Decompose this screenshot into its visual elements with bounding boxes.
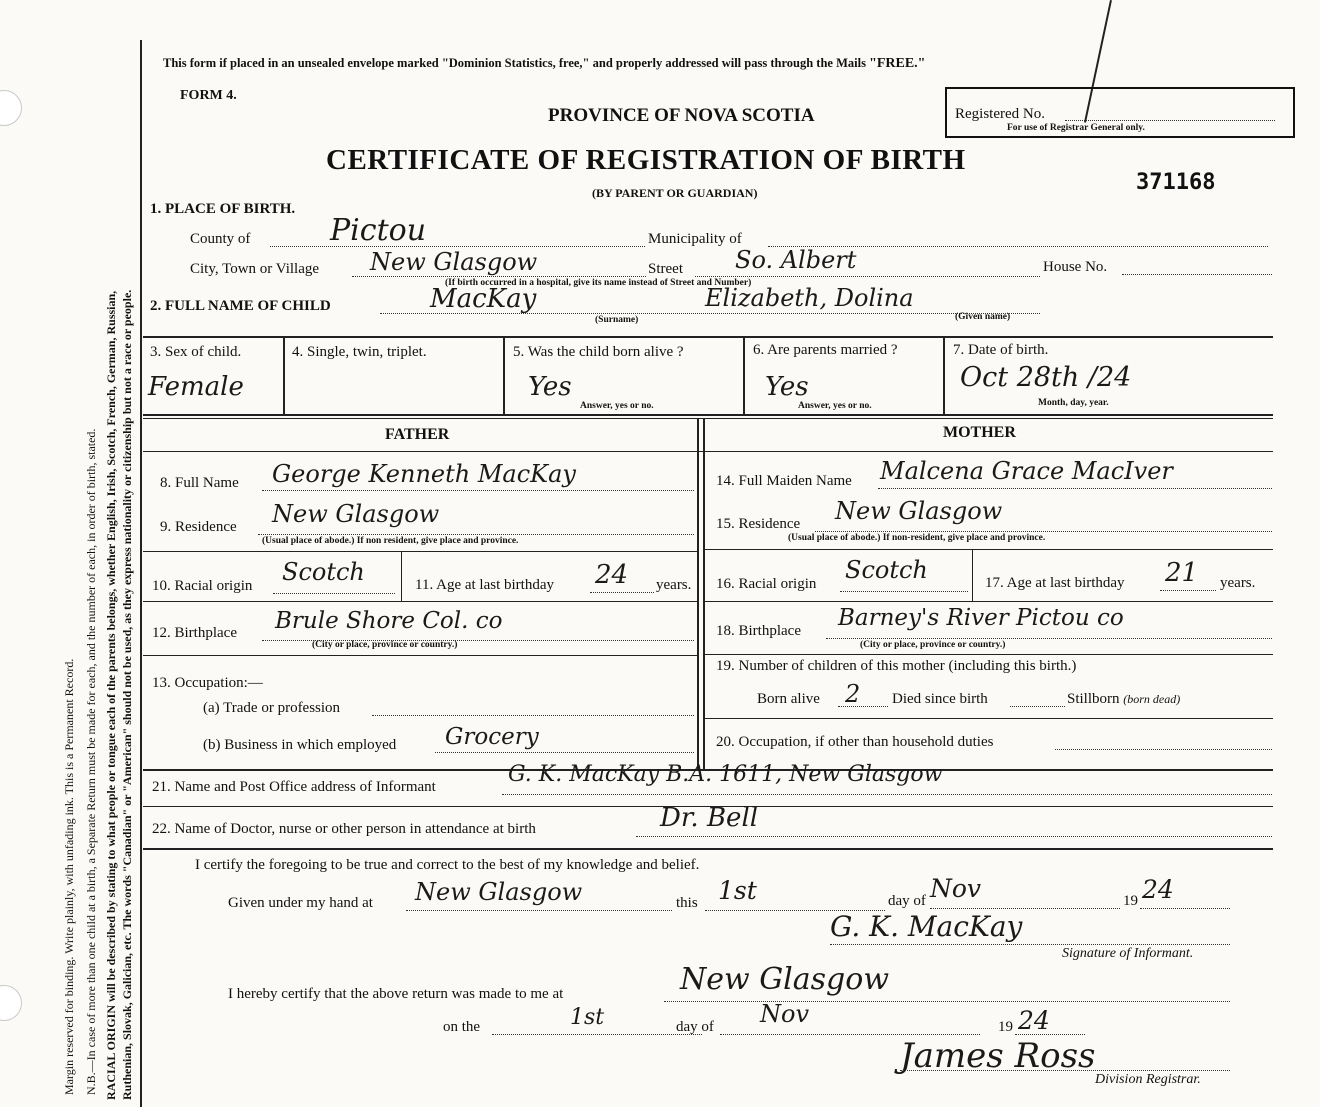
mother-racial-label: 16. Racial origin bbox=[716, 576, 817, 592]
registration-number: 371168 bbox=[1136, 170, 1216, 195]
father-age-value: 24 bbox=[595, 560, 629, 590]
father-birthplace-label: 12. Birthplace bbox=[152, 625, 237, 641]
father-residence-value: New Glasgow bbox=[272, 500, 440, 528]
single-twin-label: 4. Single, twin, triplet. bbox=[292, 344, 427, 360]
given-caption: (Given name) bbox=[955, 312, 1011, 322]
mother-occupation-label: 20. Occupation, if other than household duties bbox=[716, 734, 994, 750]
sex-label: 3. Sex of child. bbox=[150, 344, 242, 360]
registered-box bbox=[945, 87, 1295, 138]
father-abode-caption: (Usual place of abode.) If non resident, give place and province. bbox=[262, 536, 519, 546]
born-alive-caption: Answer, yes or no. bbox=[580, 401, 654, 411]
place-of-birth-label: 1. PLACE OF BIRTH. bbox=[150, 201, 296, 217]
date-of-birth-value: Oct 28th /24 bbox=[960, 362, 1132, 393]
return-place-value: New Glasgow bbox=[680, 962, 890, 997]
free-label: "FREE." bbox=[869, 56, 926, 71]
mother-abode-caption: (Usual place of abode.) If non-resident, give place and province. bbox=[788, 533, 1046, 543]
mother-name-label: 14. Full Maiden Name bbox=[716, 473, 852, 489]
child-surname-value: MacKay bbox=[430, 284, 537, 314]
born-alive-value: Yes bbox=[528, 372, 572, 402]
hospital-note: (If birth occurred in a hospital, give its name instead of Street and Number) bbox=[445, 278, 752, 288]
sex-value: Female bbox=[148, 372, 244, 402]
form-number: FORM 4. bbox=[180, 88, 237, 103]
given-under-label: Given under my hand at bbox=[228, 895, 373, 911]
mother-age-label: 17. Age at last birthday bbox=[985, 575, 1125, 591]
business-label: (b) Business in which employed bbox=[203, 737, 397, 753]
on-the-label: on the bbox=[443, 1019, 481, 1035]
trade-label: (a) Trade or profession bbox=[203, 700, 341, 716]
province-heading: PROVINCE OF NOVA SCOTIA bbox=[548, 105, 815, 126]
informant-signature-caption: Signature of Informant. bbox=[1062, 946, 1194, 961]
registrar-caption: Division Registrar. bbox=[1095, 1072, 1201, 1087]
mother-heading: MOTHER bbox=[943, 424, 1016, 441]
mother-birthplace-value: Barney's River Pictou co bbox=[838, 605, 1124, 631]
date-of-birth-caption: Month, day, year. bbox=[1038, 398, 1109, 408]
return-day-of-label: day of bbox=[676, 1019, 714, 1035]
surname-caption: (Surname) bbox=[595, 315, 639, 325]
doctor-label: 22. Name of Doctor, nurse or other person in attendance at birth bbox=[152, 821, 536, 837]
given-day-value: 1st bbox=[718, 876, 757, 905]
registered-label: Registered No. bbox=[955, 106, 1045, 122]
doctor-value: Dr. Bell bbox=[660, 803, 759, 833]
father-birthplace-value: Brule Shore Col. co bbox=[275, 608, 503, 634]
street-label: Street bbox=[648, 261, 683, 277]
return-year-value: 24 bbox=[1018, 1006, 1050, 1035]
father-name-label: 8. Full Name bbox=[160, 475, 239, 491]
day-of-label: day of bbox=[888, 893, 926, 909]
born-alive-label: 5. Was the child born alive ? bbox=[513, 344, 684, 360]
stillborn-label: Stillborn (born dead) bbox=[1067, 691, 1181, 707]
died-since-birth-label: Died since birth bbox=[892, 691, 988, 707]
father-years-label: years. bbox=[656, 577, 692, 593]
parents-married-label: 6. Are parents married ? bbox=[753, 342, 898, 358]
margin-note-racial-origin: RACIAL ORIGIN will be described by stating to what people or tongue each of the parents belongs, whether English, Irish, Scotch, French, German, Russian, bbox=[104, 290, 118, 1100]
county-value: Pictou bbox=[330, 213, 427, 248]
return-month-value: Nov bbox=[760, 1000, 810, 1028]
year-prefix: 19 bbox=[1123, 893, 1138, 909]
father-name-value: George Kenneth MacKay bbox=[272, 460, 576, 488]
given-place-value: New Glasgow bbox=[415, 878, 583, 906]
business-value: Grocery bbox=[445, 724, 539, 750]
informant-signature: G. K. MacKay bbox=[830, 910, 1023, 943]
given-year-value: 24 bbox=[1142, 875, 1174, 904]
city-value: New Glasgow bbox=[370, 248, 538, 276]
born-alive-count-label: Born alive bbox=[757, 691, 820, 707]
informant-label: 21. Name and Post Office address of Informant bbox=[152, 779, 436, 795]
house-no-label: House No. bbox=[1043, 259, 1108, 275]
mother-residence-value: New Glasgow bbox=[835, 497, 1003, 525]
street-value: So. Albert bbox=[735, 246, 857, 274]
margin-note-racial-origin-2: Ruthenian, Slovak, Galician, etc. The words "Canadian" or "American" should not be used, as they express nationality or citizenship but not a race or people. bbox=[120, 289, 134, 1100]
born-alive-count-value: 2 bbox=[845, 680, 861, 708]
this-label: this bbox=[676, 895, 698, 911]
given-month-value: Nov bbox=[930, 874, 982, 903]
margin-note-binding: Margin reserved for binding. Write plainly, with unfading ink. This is a Permanent Record. bbox=[62, 658, 76, 1095]
father-racial-value: Scotch bbox=[282, 558, 365, 586]
father-age-label: 11. Age at last birthday bbox=[415, 577, 554, 593]
mother-residence-label: 15. Residence bbox=[716, 516, 801, 532]
certificate-subtitle: (BY PARENT OR GUARDIAN) bbox=[592, 186, 758, 200]
father-racial-label: 10. Racial origin bbox=[152, 578, 253, 594]
father-occupation-label: 13. Occupation:— bbox=[152, 675, 263, 691]
return-made-label: I hereby certify that the above return was made to me at bbox=[228, 986, 564, 1002]
mother-birthplace-label: 18. Birthplace bbox=[716, 623, 801, 639]
father-heading: FATHER bbox=[385, 426, 450, 443]
certificate-title: CERTIFICATE OF REGISTRATION OF BIRTH bbox=[326, 144, 966, 176]
return-day-value: 1st bbox=[570, 1005, 605, 1030]
mail-notice: This form if placed in an unsealed envelope marked "Dominion Statistics, free," and properly addressed will pass through the Mails "FREE." bbox=[163, 56, 926, 71]
binder-hole-top bbox=[0, 90, 22, 126]
municipality-label: Municipality of bbox=[648, 231, 742, 247]
children-count-label: 19. Number of children of this mother (including this birth.) bbox=[716, 658, 1077, 674]
margin-note-multiple-births: N.B.—In case of more than one child at a birth, a Separate Return must be made for each, and the number of each, in order of birth, stated. bbox=[84, 428, 98, 1095]
mother-birthplace-caption: (City or place, province or country.) bbox=[860, 640, 1006, 650]
informant-value: G. K. MacKay B.A. 1611, New Glasgow bbox=[508, 762, 943, 787]
binder-hole-bottom bbox=[0, 985, 22, 1021]
mother-racial-value: Scotch bbox=[845, 556, 928, 584]
date-of-birth-label: 7. Date of birth. bbox=[953, 342, 1049, 358]
parents-married-caption: Answer, yes or no. bbox=[798, 401, 872, 411]
child-given-value: Elizabeth, Dolina bbox=[705, 284, 914, 312]
form-left-border bbox=[140, 40, 142, 1107]
parents-married-value: Yes bbox=[765, 372, 809, 402]
mother-age-value: 21 bbox=[1165, 558, 1199, 588]
mother-name-value: Malcena Grace MacIver bbox=[880, 457, 1173, 485]
city-label: City, Town or Village bbox=[190, 261, 320, 277]
county-label: County of bbox=[190, 231, 251, 247]
father-birthplace-caption: (City or place, province or country.) bbox=[312, 640, 458, 650]
father-residence-label: 9. Residence bbox=[160, 519, 237, 535]
mother-years-label: years. bbox=[1220, 575, 1256, 591]
registrar-signature: James Ross bbox=[900, 1036, 1096, 1076]
return-year-prefix: 19 bbox=[998, 1019, 1013, 1035]
registered-note: For use of Registrar General only. bbox=[1007, 123, 1145, 133]
certify-statement: I certify the foregoing to be true and correct to the best of my knowledge and belief. bbox=[195, 857, 700, 873]
child-name-label: 2. FULL NAME OF CHILD bbox=[150, 298, 331, 314]
